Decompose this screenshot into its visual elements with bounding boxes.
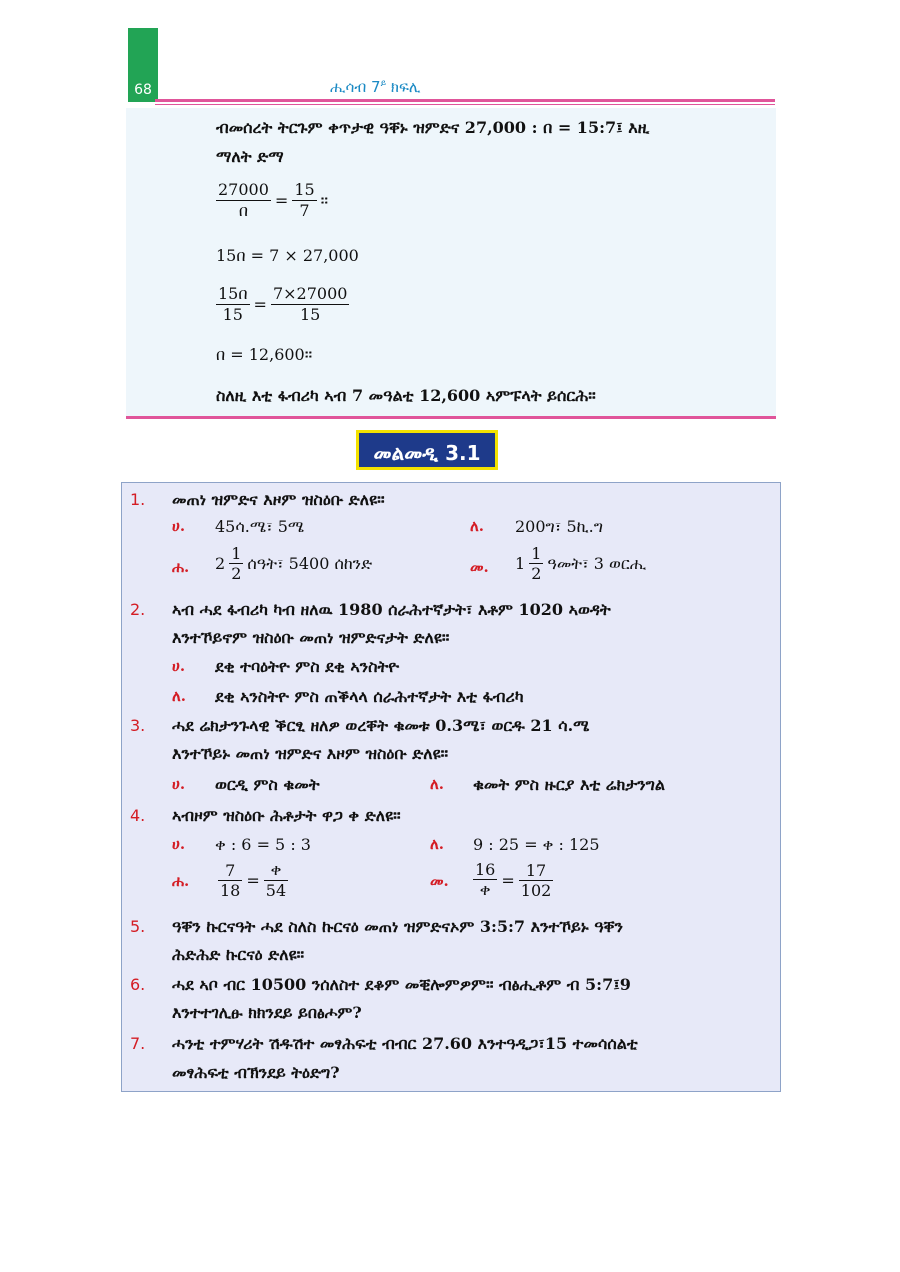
fraction: $\frac{\text{ቀ}}{54}$ bbox=[265, 860, 287, 900]
question-text-cont: ሕድሕድ ኩርናዕ ድለዩ። bbox=[172, 945, 305, 964]
fraction: $\frac{17}{102}$ bbox=[520, 860, 552, 900]
proportion-equation: $\frac{27000}{\text{በ}}$ = $\frac{15}{7}$ ። bbox=[218, 180, 329, 220]
fraction: $\frac{1}{2}$ bbox=[231, 544, 242, 583]
divide-step: $\frac{\text{15በ}}{15}$ = $\frac{7\times 27000}{15}$ bbox=[218, 284, 348, 324]
option-label: ሐ. bbox=[172, 872, 190, 890]
question-text: ኣብ ሓደ ፋብሪካ ካብ ዘለዉ 1980 ሰራሕተኛታት፣ እቶም 1020 ኣወዳት bbox=[172, 600, 611, 619]
option-label: ለ. bbox=[470, 517, 485, 535]
option-label: ሐ. bbox=[172, 558, 190, 576]
proportion-option: $\frac{16}{\text{ቀ}}$ = $\frac{17}{102}$ bbox=[475, 860, 552, 900]
question-number: 2. bbox=[130, 600, 146, 619]
example-conclusion: ስለዚ እቲ ፋብሪካ ኣብ 7 መዓልቲ 12,600 ኣምፑላት ይሰርሕ። bbox=[216, 386, 596, 405]
question-text-cont: እንተኾይኑ መጠነ ዝምድና እዞም ዝስዕቡ ድለዩ። bbox=[172, 744, 449, 763]
question-text: መጠነ ዝምድና እዞም ዝስዕቡ ድለዩ። bbox=[172, 490, 385, 509]
option-label: ሀ. bbox=[172, 835, 186, 853]
header-rule-thin bbox=[155, 104, 775, 105]
fraction: $\frac{16}{\text{ቀ}}$ bbox=[475, 860, 496, 899]
fraction: $\frac{7}{18}$ bbox=[220, 860, 241, 900]
proportion-option: $\frac{7}{18}$ = $\frac{\text{ቀ}}{54}$ bbox=[220, 860, 287, 900]
mixed-number-option: 1 $\frac{1}{2}$ ዓመት፣ 3 ወርሒ bbox=[515, 544, 647, 583]
option-label: ሀ. bbox=[172, 775, 186, 793]
example-line-1: ብመሰረት ትርጉም ቀጥታዊ ዓቐኑ ዝምድና 27,000 : በ = 15:7፤ እዚ bbox=[216, 118, 650, 137]
question-number: 6. bbox=[130, 975, 146, 994]
option-text: ቀ : 6 = 5 : 3 bbox=[215, 835, 311, 854]
question-text: ኣብዞም ዝስዕቡ ሕቶታት ዋጋ ቀ ድለዩ። bbox=[172, 806, 401, 825]
grade-superscript: ይ bbox=[380, 79, 387, 89]
question-number: 3. bbox=[130, 716, 146, 735]
fraction: $\frac{15}{7}$ bbox=[294, 180, 315, 220]
option-text: ወርዲ ምስ ቁመት bbox=[215, 775, 320, 794]
page-number: 68 bbox=[128, 80, 158, 102]
cross-multiply-step: 15በ = 7 × 27,000 bbox=[216, 246, 359, 265]
option-label: ሀ. bbox=[172, 517, 186, 535]
example-line-2: ማለት ድማ bbox=[216, 147, 284, 166]
question-number: 5. bbox=[130, 917, 146, 936]
option-label: ለ. bbox=[172, 687, 187, 705]
question-text-cont: እንተኾይኖም ዝስዕቡ መጠነ ዝምድናታት ድለዩ። bbox=[172, 628, 450, 647]
option-label: ለ. bbox=[430, 835, 445, 853]
fraction: $\frac{\text{15በ}}{15}$ bbox=[218, 284, 248, 324]
question-text: ዓቐን ኩርናዓት ሓደ ስለስ ኩርናዕ መጠነ ዝምድናኦም 3:5:7 እንተኾይኑ ዓቐን bbox=[172, 917, 623, 936]
question-number: 4. bbox=[130, 806, 146, 825]
running-header bbox=[330, 78, 421, 96]
question-text: ሓደ ኣቦ ብር 10500 ንሰለስተ ደቆም መቒሎምዎም። ብፅሒቶም ብ 5:7፤9 bbox=[172, 975, 631, 994]
question-number: 7. bbox=[130, 1034, 146, 1053]
mixed-number-option: 2 $\frac{1}{2}$ ሰዓት፣ 5400 ሰከንድ bbox=[215, 544, 373, 583]
header-rule bbox=[155, 99, 775, 102]
option-text: ደቂ ተባዕትዮ ምስ ደቂ ኣንስትዮ bbox=[215, 657, 400, 676]
question-text-cont: እንተተገሊፁ ክክንደይ ይበፅሖም? bbox=[172, 1003, 362, 1022]
question-text: ሓደ ሬክታንጉላዊ ቕርፂ ዘለዎ ወረቐት ቁመቱ 0.3ሜ፣ ወርዱ 21 ሳ.ሜ bbox=[172, 716, 590, 735]
option-text: 45ሳ.ሜ፣ 5ሜ bbox=[215, 517, 305, 536]
option-label: ሀ. bbox=[172, 657, 186, 675]
option-text: 9 : 25 = ቀ : 125 bbox=[473, 835, 600, 854]
option-label: ለ. bbox=[430, 775, 445, 793]
option-label: መ. bbox=[430, 872, 449, 890]
book-title-suffix: ክፍሊ bbox=[386, 78, 421, 96]
fraction: $\frac{27000}{\text{በ}}$ bbox=[218, 180, 269, 220]
option-text: 200ግ፣ 5ኪ.ግ bbox=[515, 517, 603, 536]
option-label: መ. bbox=[470, 558, 489, 576]
question-number: 1. bbox=[130, 490, 146, 509]
book-title: ሒሳብ 7 bbox=[330, 78, 381, 96]
fraction: $\frac{7\times 27000}{15}$ bbox=[272, 284, 348, 324]
result-step: በ = 12,600። bbox=[216, 345, 313, 364]
option-text: ቁመት ምስ ዙርያ እቲ ሬክታንግል bbox=[473, 775, 666, 794]
question-text: ሓንቲ ተምሃሪት ሽዱሽተ መፃሕፍቲ ብብር 27.60 እንተዓዲጋ፣15 ተመሳሰልቲ bbox=[172, 1034, 638, 1053]
option-text: ደቂ ኣንስትዮ ምስ ጠቕላላ ሰራሕተኛታት እቲ ፋብሪካ bbox=[215, 687, 524, 706]
question-text-cont: መፃሕፍቲ ብኽንደይ ትዕድግ? bbox=[172, 1063, 340, 1082]
fraction: $\frac{1}{2}$ bbox=[531, 544, 542, 583]
exercise-heading: መልመዲ 3.1 bbox=[356, 430, 498, 470]
